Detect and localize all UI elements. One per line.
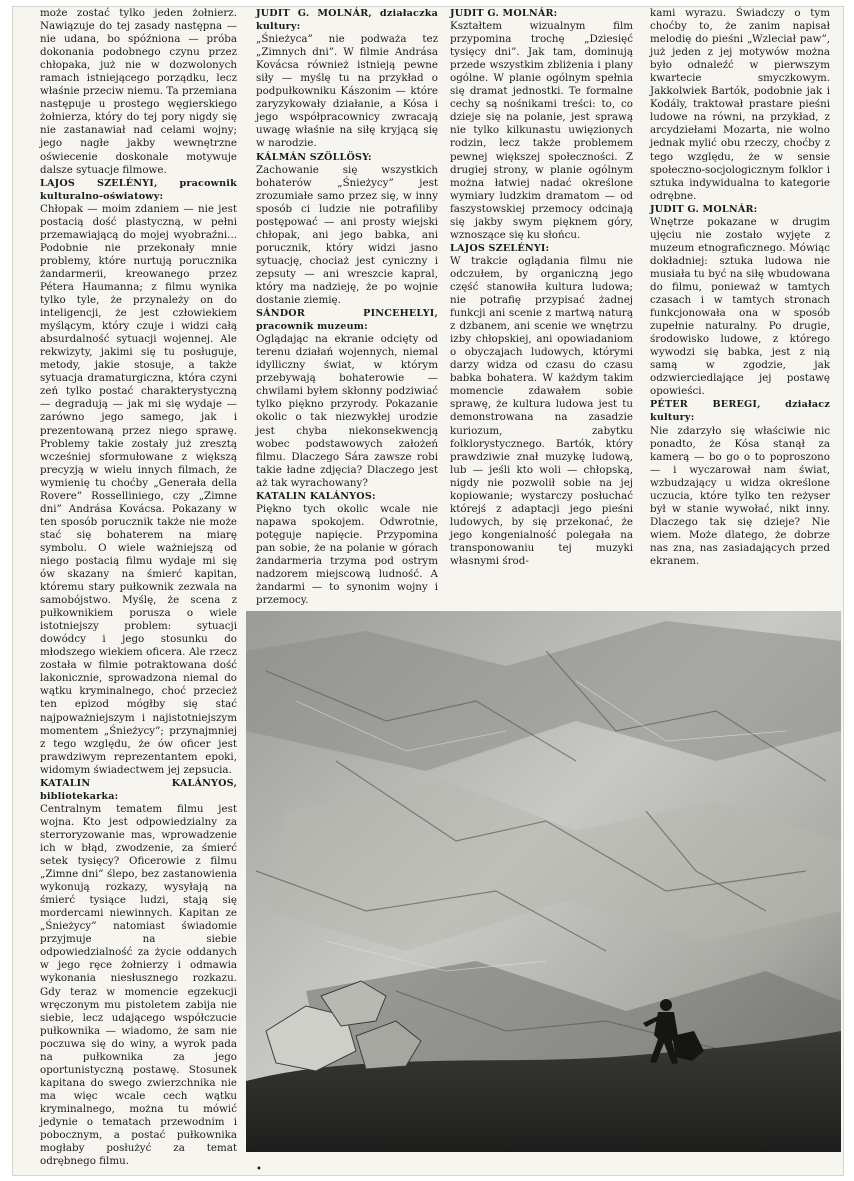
speaker-heading: JUDIT G. MOLNÁR: [650, 203, 758, 215]
body-text: Piękno tych okolic wcale nie napawa spokojem. Odwrotnie, potęguje napięcie. Przypomina pan sobie, że na polanie w górach żandarmeria trzyma pod ostrym nadzorem miejscową ludność. A żandarmi — to synonim wojny i przemocy. [256, 502, 438, 607]
speaker-heading: PÉTER BEREGI, działacz kultury: [650, 399, 830, 424]
body-text: W trakcie oglądania filmu nie odczułem, by organiczną jego część stanowiła kultura ludowa; nie potrafię przypisać żadnej funkcji ani scenie z martwą naturą z dzbanem, ani scenie we wnętrzu izby chłopskiej, ani opowiadaniom o obyczajach ludowych, którymi darzy widza od czasu do czasu babka bohatera. W każdym takim momencie zdawałem sobie sprawę, że kultura ludowa jest tu demonstrowana na zasadzie kuriozum, zabytku folklorystycznego. Bartók, który prawdziwie znał muzykę ludową, lub — jeśli kto woli — chłopską, nigdy nie pozwolił sobie na jej kopiowanie; wystarczy posłuchać którejś z adaptacji jego pieśni ludowych, by się przekonać, że jego kongenialność polegała na transponowaniu tej muzyki własnymi środ- [450, 254, 633, 567]
column-1 [40, 7, 237, 1168]
speaker-heading: KATALIN KALÁNYOS, bibliotekarka: [40, 777, 237, 802]
speaker-block [650, 398, 830, 568]
speaker-block [256, 490, 438, 607]
speaker-block [256, 307, 438, 490]
body-text: może zostać tylko jeden żołnierz. Nawiązuje do tej zasady następna — nie udana, bo spóźniona — próba dokonania podobnego czynu przez chłopaka, już nie w dozwolonych ramach istniejącego porządku, lecz właśnie przeciw niemu. Ta przemiana następuje u prostego węgierskiego żołnierza, który do tej pory nigdy się nie zastanawiał nad celami wojny; jego nagłe jakby wewnętrzne oświecenie doskonale motywuje dalsze sytuacje filmowe. [40, 7, 237, 176]
column-2 [256, 7, 438, 607]
speaker-heading: LAJOS SZELÉNYI: [450, 242, 550, 254]
body-text: Nie zdarzyło się właściwie nic ponadto, że Kósa stanął za kamerą — bo go o to poproszono — i wyczarował nam świat, wzbudzający u widza określone uczucia, które tylko ten reżyser był w stanie wywołać, nikt inny. Dlaczego tak się dzieje? Nie wiem. Może dlatego, że dobrze nas zna, nas zasiadających przed ekranem. [650, 424, 830, 567]
column-3 [450, 7, 633, 568]
body-text: Zachowanie się wszystkich bohaterów „Śnieżycy” jest zrozumiałe samo przez się, w inny sposób ci ludzie nie potrafiliby postępować — ani prosty wiejski chłopak, ani jego babka, ani porucznik, który widzi jasno sytuację, chociaż jest cyniczny i zepsuty — ani wreszcie kapral, który ma nadzieję, że po wojnie dostanie ziemię. [256, 163, 438, 307]
speaker-heading: LAJOS SZELÉNYI, pracownik kulturalno-oświatowy: [40, 177, 237, 202]
body-text: Centralnym tematem filmu jest wojna. Kto jest odpowiedzialny za sterroryzowanie mas, wprowadzenie ich w błąd, zwodzenie, za śmierć setek tysięcy? Oficerowie z filmu „Zimne dni” ślepo, bez zastanowienia wykonują rozkazy, wysyłają na śmierć tysiące ludzi, stają się mordercami niewinnych. Kapitan ze „Śnieżycy” natomiast świadomie przyjmuje na siebie odpowiedzialność za życie oddanych w jego ręce żołnierzy i odmawia wykonania niesłusznego rozkazu. Gdy teraz w momencie egzekucji wręczonym mu pistoletem zabija nie siebie, lecz udającego współczucie pułkownika — wiadomo, że sam nie poczuwa się do winy, a wyrok pada na pułkownika za jego oportunistyczną postawę. Stosunek kapitana do swego zwierzchnika nie ma więc wcale cech wątku kryminalnego, można tu mówić jedynie o tematach przewodnim i pobocznym, a postać pułkownika mogłaby posłużyć za temat odrębnego filmu. [40, 802, 237, 1168]
body-text: Wnętrze pokazane w drugim ujęciu nie zostało wyjęte z muzeum etnograficznego. Mówiąc dokładniej: sztuka ludowa nie musiała tu być na siłę wbudowana do filmu, ponieważ w tamtych czasach i w tamtych stronach funkcjonowała ona w sposób zupełnie naturalny. Po drugie, środowisko ludowe, z którego wywodzi się babka, jest z nią samą w zgodzie, jak odzwierciedlające jej postawę opowieści. [650, 215, 830, 398]
speaker-heading: JUDIT G. MOLNÁR: [450, 8, 558, 19]
speaker-heading: KÁLMÁN SZÖLLÖSY: [256, 151, 372, 163]
speaker-block [40, 777, 237, 1168]
rock-cliff-image [246, 611, 841, 1152]
body-text: „Śnieżyca” nie podważa tez „Zimnych dni”. W filmie Andrása Kovácsa również istnieją pewne siły — myślę tu na przykład o podpułkowniku Kászonim — które zaryzykowały działanie, a Kósa i jego współpracownicy zwracają uwagę właśnie na siłę kryjącą się w narodzie. [256, 33, 438, 150]
body-text: Chłopak — moim zdaniem — nie jest postacią dość plastyczną, w pełni przemawiającą do mojej wyobraźni... Podobnie nie przekonały mnie problemy, które nurtują porucznika żandarmerii, kreowanego przez Pétera Haumanna; z filmu wynika tylko tyle, że przynależy on do inteligencji, że jest człowiekiem myślącym, który czuje i widzi całą absurdalność sytuacji wojennej. Ale rekwizyty, jakimi się tu posługuje, metody, jakie stosuje, a także sytuacja dramaturgiczna, która czyni zeń tylko postać charakterystyczną — degradują — jak mi się wydaje — zarówno jego samego, jak i prezentowaną przez niego sprawę. Problemy takie zostały już zresztą wcześniej sformułowane z większą precyzją w wielu innych filmach, że wymienię tu choćby „Generała della Rovere” Rosselliniego, czy „Zimne dni” Andrása Kovácsa. Pokazany w ten sposób porucznik także nie może stać się bohaterem na miarę symbolu. O wiele ważniejszą od niego postacią filmu wydaje mi się ów skazany na śmierć kapitan, któremu stary pułkownik zezwala na samobójstwo. Myślę, że scena z pułkownikiem porusza o wiele istotniejszy problem: sytuacji dowódcy i jego stosunku do młodszego wiekiem oficera. Ale rzecz została w filmie potraktowana dość lakonicznie, sprowadzona niemal do wątku kryminalnego, choć przecież ten epizod mógłby się stać najpoważniejszym i najistotniejszym momentem „Śnieżycy”; przynajmniej z tego względu, że ów oficer jest prawdziwym reprezentantem epoki, widomym świadectwem jej zepsucia. [40, 202, 237, 776]
speaker-block [450, 242, 633, 568]
page-marker: • [256, 1164, 262, 1175]
body-text: Kształtem wizualnym film przypomina trochę „Dziesięć tysięcy dni”. Jak tam, dominują przede wszystkim zbliżenia i plany ogólne. W planie ogólnym spełnia się dramat jednostki. Te formalne cechy są nośnikami treści: to, co dzieje się na polanie, jest sprawą nie tylko kilkunastu uwięzionych rodzin, lecz także problemem pewnej większej społeczności. Z drugiej strony, w planie ogólnym można łatwiej nadać określone wymiary ludzkim dramatom — od faszystowskiej przemocy odcinają się jakby swym pięknem góry, wznoszące się ku słońcu. [450, 20, 633, 241]
speaker-block [256, 7, 438, 151]
body-text: Oglądając na ekranie odcięty od terenu działań wojennych, niemal idylliczny świat, w którym przebywają bohaterowie — chwilami byłem skłonny podziwiać tylko piękno przyrody. Pokazanie okolic o tak niezwykłej urodzie jest chyba niekonsekwencją wobec podstawowych założeń filmu. Dlaczego Sára zawsze robi takie ładne zdjęcia? Dlaczego jest aż tak wyrachowany? [256, 333, 438, 489]
film-still-photo [246, 611, 841, 1152]
body-text: kami wyrazu. Świadczy o tym choćby to, że zanim napisał melodię do pieśni „Wzleciał paw”, już jeden z jej motywów można było odnaleźć w pierwszym kwartecie smyczkowym. Jakkolwiek Bartók, podobnie jak i Kodály, traktował prastare pieśni ludowe na równi, na przykład, z arcydziełami Mozarta, nie wolno jednak mylić obu rzeczy, choćby z tego względu, że w sensie społeczno-socjologicznym folklor i sztuka indywidualna to kategorie odrębne. [650, 7, 830, 202]
speaker-block [256, 151, 438, 308]
magazine-page [12, 6, 844, 1176]
speaker-block [450, 7, 633, 242]
speaker-heading: JUDIT G. MOLNÁR, działaczka kultury: [256, 8, 438, 33]
speaker-heading: SÁNDOR PINCEHELYI, pracownik muzeum: [256, 308, 438, 333]
speaker-block [40, 177, 237, 777]
column-4 [650, 7, 830, 568]
speaker-heading: KATALIN KALÁNYOS: [256, 490, 376, 502]
speaker-block [650, 203, 830, 399]
